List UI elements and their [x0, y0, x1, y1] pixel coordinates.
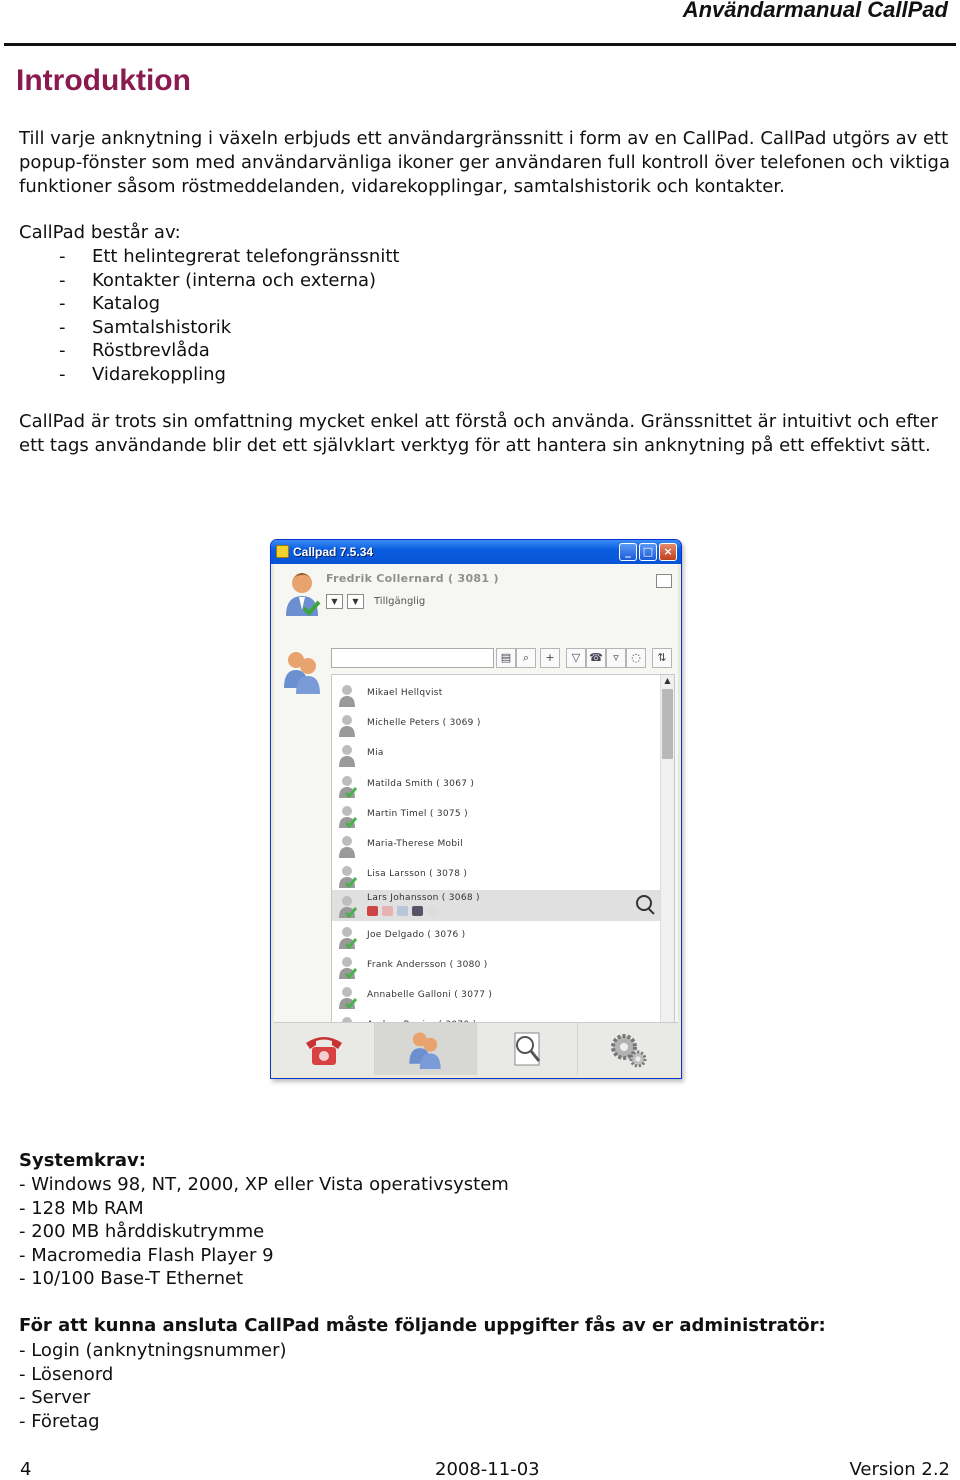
scroll-thumb[interactable] [662, 689, 673, 759]
contact-avatar-icon [337, 985, 359, 1009]
list-dash: - [59, 363, 66, 385]
component-item [19, 292, 399, 316]
add-contact-icon[interactable]: + [540, 648, 560, 668]
tab-settings[interactable] [578, 1023, 678, 1075]
contact-row[interactable] [332, 770, 660, 800]
list-dash: - [59, 316, 66, 338]
contact-avatar-icon [337, 864, 359, 888]
component-item [19, 363, 399, 387]
list-dash: - [59, 246, 66, 267]
component-item [19, 316, 399, 340]
list-item: - 200 MB hårddiskutrymme [19, 1221, 265, 1243]
header-rule [4, 43, 956, 46]
contact-row[interactable] [332, 739, 660, 769]
component-label: Katalog [92, 293, 161, 315]
list-item: - 10/100 Base-T Ethernet [19, 1268, 244, 1290]
voicemail-icon[interactable] [412, 906, 423, 916]
contact-name: Matilda Smith ( 3067 ) [367, 778, 475, 789]
callpad-window-screenshot [270, 539, 682, 1079]
contact-avatar-icon [337, 774, 359, 798]
contact-row[interactable] [332, 830, 660, 860]
contact-row[interactable] [332, 921, 660, 951]
component-item [19, 269, 399, 293]
list-dash: - [59, 269, 66, 291]
user-status[interactable]: Tillgänglig [374, 596, 426, 607]
component-label: Röstbrevlåda [92, 340, 210, 362]
sort-icon[interactable]: ⇅ [652, 648, 672, 668]
system-requirements-list [19, 1173, 509, 1291]
directory-icon[interactable]: ▤ [496, 648, 516, 668]
chevron-down-icon[interactable]: ▼ [326, 594, 343, 609]
user-avatar-icon [282, 570, 322, 616]
maximize-button[interactable]: □ [639, 543, 657, 561]
list-item: - Login (anknytningsnummer) [19, 1340, 287, 1361]
tab-phone[interactable] [274, 1023, 375, 1075]
contact-name: Frank Andersson ( 3080 ) [367, 959, 488, 970]
scroll-up-icon[interactable]: ▲ [664, 676, 671, 685]
footer-version: Version 2.2 [849, 1459, 950, 1480]
status-row [326, 594, 425, 609]
list-item: - Windows 98, NT, 2000, XP eller Vista operativsystem [19, 1174, 509, 1195]
footer-date: 2008-11-03 [435, 1459, 540, 1480]
contact-name: Joe Delgado ( 3076 ) [367, 929, 466, 940]
contact-row[interactable] [332, 890, 660, 921]
contacts-group-icon [282, 648, 322, 694]
list-item: - Företag [19, 1410, 100, 1432]
contact-avatar-icon [337, 804, 359, 828]
system-requirements-title: Systemkrav: [19, 1150, 146, 1171]
admin-info-list [19, 1339, 287, 1433]
contact-row[interactable] [332, 709, 660, 739]
list-dash: - [59, 340, 66, 362]
contact-row[interactable] [332, 800, 660, 830]
contact-avatar-icon [337, 743, 359, 767]
magnifier-icon[interactable] [636, 895, 652, 911]
page-number: 4 [20, 1459, 32, 1480]
component-label: Vidarekoppling [92, 363, 226, 385]
search-input[interactable] [331, 648, 494, 668]
window-titlebar [271, 540, 681, 564]
admin-info-title: För att kunna ansluta CallPad måste följande uppgifter fås av er administratör: [19, 1315, 826, 1336]
filter-status-icon[interactable]: ▿ [606, 648, 626, 668]
contact-name: Annabelle Galloni ( 3077 ) [367, 990, 493, 1000]
contact-avatar-icon [337, 955, 359, 979]
tab-contacts[interactable] [375, 1023, 476, 1075]
bottom-navigation [274, 1022, 678, 1075]
gear-icon [606, 1029, 650, 1069]
contact-row[interactable] [332, 981, 660, 1011]
contact-action-icons [367, 906, 438, 916]
transfer-icon[interactable] [382, 906, 393, 916]
search-icon[interactable]: ⌕ [516, 648, 536, 668]
component-item [19, 245, 399, 269]
close-button[interactable]: × [659, 543, 677, 561]
contact-name: Mia [367, 748, 384, 759]
options-icon[interactable] [656, 574, 672, 588]
components-list [19, 245, 399, 387]
contact-avatar-icon [337, 713, 359, 737]
contact-avatar-icon [337, 925, 359, 949]
document-header-title: Användarmanual CallPad [682, 0, 948, 22]
contact-name: Martin Timel ( 3075 ) [367, 808, 468, 819]
chat-icon[interactable]: ◌ [626, 648, 646, 668]
chat-icon[interactable] [427, 906, 438, 916]
status-dropdown-button[interactable]: ▼ [347, 594, 364, 609]
component-label: Ett helintegrerat telefongränssnitt [92, 246, 400, 267]
contact-row[interactable] [332, 679, 660, 709]
components-intro: CallPad består av: [19, 222, 181, 243]
tab-directory[interactable] [477, 1023, 578, 1075]
list-item: - Server [19, 1387, 91, 1409]
contact-name: Lisa Larsson ( 3078 ) [367, 869, 468, 880]
scrollbar[interactable] [660, 675, 674, 1039]
phone-filter-icon[interactable]: ☎ [586, 648, 606, 668]
contact-avatar-icon [337, 683, 359, 707]
contacts-icon [403, 1029, 447, 1069]
component-label: Samtalshistorik [92, 316, 232, 338]
list-dash: - [59, 293, 66, 315]
contact-avatar-icon [337, 894, 359, 918]
contact-name: Michelle Peters ( 3069 ) [367, 718, 481, 729]
contact-name: Maria-Therese Mobil [367, 839, 463, 849]
contacts-list [331, 674, 675, 1040]
contact-avatar-icon [337, 834, 359, 858]
component-item [19, 339, 399, 363]
phone-icon [302, 1031, 346, 1067]
list-item: - Lösenord [19, 1363, 114, 1385]
call-icon[interactable] [367, 906, 378, 916]
callpad-app-icon [276, 545, 289, 558]
usability-paragraph: CallPad är trots sin omfattning mycket enkel att förstå och använda. Gränssnittet är intuitivt och efter ett tags användande blir det ett självklart verktyg för att hantera sin anknytning på ett effektivt sätt. [19, 411, 938, 456]
contact-row[interactable] [332, 860, 660, 890]
contact-name: Mikael Hellqvist [367, 688, 443, 698]
directory-search-icon [505, 1029, 549, 1069]
list-item: - 128 Mb RAM [19, 1197, 144, 1219]
user-name: Fredrik Collernard ( 3081 ) [326, 572, 499, 585]
contact-row[interactable] [332, 951, 660, 981]
window-title: Callpad 7.5.34 [293, 545, 374, 559]
contact-name: Lars Johansson ( 3068 ) [367, 893, 480, 904]
minimize-button[interactable]: _ [619, 543, 637, 561]
intro-paragraph: Till varje anknytning i växeln erbjuds ett användargränssnitt i form av en CallPad. CallPad utgörs av ett popup-fönster som med användarvänliga ikoner ger användaren full kontroll över telefonen och viktiga funktioner såsom röstmeddelanden, vidarekopplingar, samtalshistorik och kontakter. [19, 128, 950, 197]
component-label: Kontakter (interna och externa) [92, 269, 377, 291]
section-heading: Introduktion [16, 64, 191, 97]
list-item: - Macromedia Flash Player 9 [19, 1244, 274, 1266]
mail-icon[interactable] [397, 906, 408, 916]
window-client-area [274, 564, 678, 1075]
filter-icon[interactable]: ▽ [566, 648, 586, 668]
